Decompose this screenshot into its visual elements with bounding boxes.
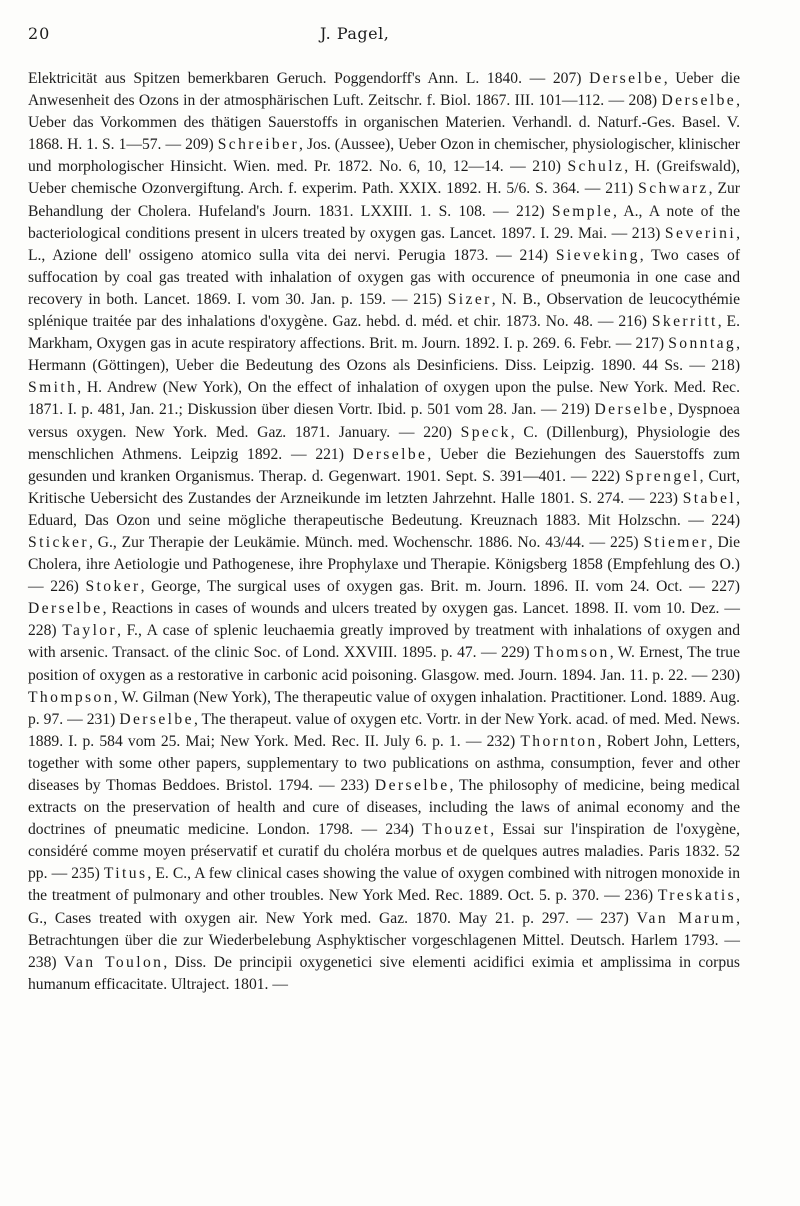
reference-text: , A., A note of the bacteriological conditions present in ulcers treated by oxygen gas. Lancet. 1897. I. 29. Mai. (28, 202, 741, 242)
reference-entry: — 218) Smith, H. Andrew (New York), On the effect of inhalation of oxygen upon the pulse. New York. Med. Rec. 1871. I. p. 481, Jan. 21.; Diskussion über diesen Vortr. Ibid. p. 501 vom 28. Jan. (28, 357, 741, 419)
reference-author: Van Marum (636, 909, 737, 927)
reference-number: 214) (519, 246, 549, 264)
reference-author: Titus (103, 865, 148, 883)
reference-number: 212) (515, 202, 545, 220)
reference-entry: — 208) Derselbe, Ueber das Vorkommen des thätigen Sauerstoffs in organischen Materien. Verhandl. d. Naturf.-Ges. Basel. V. 1868. H. 1. S. 1—57. (28, 92, 741, 154)
reference-number: 238) (28, 953, 57, 971)
reference-author: Sonntag (668, 335, 737, 353)
reference-author: Schreiber (217, 136, 300, 154)
reference-text: , The philosophy of medicine, being medical extracts on the preservation of health and cure of diseases, including the laws of animal economy and the doctrines of pneumatic medicine. London. 1798. (28, 777, 741, 839)
reference-text: , H. (Greifswald), Ueber chemische Ozonvergiftung. Arch. f. experim. Path. XXIX. 1892. H. 5/6. S. 364. (28, 158, 741, 198)
reference-author: Semple (551, 202, 614, 220)
reference-number: 215) (413, 290, 442, 308)
reference-number: 237) (600, 909, 629, 927)
reference-entry: — 232) Thornton, Robert John, Letters, together with some other papers, supplementary to two publications on asthma, consumption, fever and other diseases by Thomas Beddoes. Bristol. 1794. (28, 732, 740, 794)
reference-number: 227) (711, 578, 740, 596)
reference-author: Sizer (447, 290, 492, 308)
reference-number: 221) (315, 445, 344, 463)
reference-text: , Ueber das Vorkommen des thätigen Sauerstoffs in organischen Materien. Verhandl. d. Naturf.-Ges. Basel. V. 1868. H. 1. S. 1—57. (28, 92, 741, 154)
reference-number: 209) (185, 136, 214, 154)
reference-number: 208) (628, 92, 658, 110)
reference-entry: — 236) Treskatis, G., Cases treated with oxygen air. New York med. Gaz. 1870. May 21. p. 297. (28, 887, 740, 927)
page-number: 20 (28, 24, 51, 43)
reference-entry: — 217) Sonntag, Hermann (Göttingen), Ueber die Bedeutung des Ozons als Desinficiens. Diss. Leipzig. 1890. 44 Ss. (28, 335, 741, 375)
reference-continuation: Elektricität aus Spitzen bemerkbaren Geruch. Poggendorff's Ann. L. 1840. (28, 70, 522, 87)
reference-number: 225) (610, 533, 639, 551)
reference-author: Treskatis (657, 887, 737, 905)
reference-number: 218) (711, 357, 741, 375)
reference-author: Sticker (28, 533, 89, 551)
reference-entry: — 237) Van Marum, Betrachtungen über die zur Wiederbelebung Asphyktischer vorgeschlagenen Mittel. Deutsch. Harlem 1793. (28, 909, 740, 949)
reference-author: Derselbe (28, 600, 103, 618)
reference-text: , Hermann (Göttingen), Ueber die Bedeutung des Ozons als Desinficiens. Diss. Leipzig. 1890. 44 Ss. (28, 335, 741, 375)
reference-author: Schulz (567, 158, 625, 176)
bibliography-text: Elektricität aus Spitzen bemerkbaren Geruch. Poggendorff's Ann. L. 1840. — 207) Derselbe, Ueber die Anwesenheit des Ozons in der atmosphärischen Luft. Zeitschr. f. Biol. 1867. III. 101—112. — 208) Derselbe, Ueber das Vorkommen des thätigen Sauerstoffs in organischen Materien. Verhandl. d. Naturf.-Ges. Basel. V. 1868. H. 1. S. 1—57. — 209) Schreiber, Jos. (Aussee), Ueber Ozon in chemischer, physiologischer, klinischer und morphologischer Hinsicht. Wien. med. Pr. 1872. No. 6, 10, 12—14. — 210) Schulz, H. (Greifswald), Ueber chemische Ozonvergiftung. Arch. f. experim. Path. XXIX. 1892. H. 5/6. S. 364. — 211) Schwarz, Zur Behandlung der Cholera. Hufeland's Journ. 1831. LXXIII. 1. S. 108. — 212) Semple, A., A note of the bacteriological conditions present in ulcers treated by oxygen gas. Lancet. 1897. I. 29. Mai. — 213) Severini, L., Azione dell' ossigeno atomico sulla vita dei nervi. Perugia 1873. — 214) Sieveking, Two cases of suffocation by coal gas treated with inhalation of oxygen gas with occurence of pneumonia in one case and recovery in both. Lancet. 1869. I. vom 30. Jan. p. 159. — 215) Sizer, N. B., Observation de leucocythémie splénique traitée par des inhalations d'oxygène. Gaz. hebd. d. méd. et chir. 1873. No. 48. — 216) Skerritt, E. Markham, Oxygen gas in acute respiratory affections. Brit. m. Journ. 1892. I. p. 269. 6. Febr. — 217) Sonntag, Hermann (Göttingen), Ueber die Bedeutung des Ozons als Desinficiens. Diss. Leipzig. 1890. 44 Ss. — 218) Smith, H. Andrew (New York), On the effect of inhalation of oxygen upon the pulse. New York. Med. Rec. 1871. I. p. 481, Jan. 21.; Diskussion über diesen Vortr. Ibid. p. 501 vom 28. Jan. — 219) Derselbe, Dyspnoea versus oxygen. New York. Med. Gaz. 1871. January. — 220) Speck, C. (Dillenburg), Physiologie des menschlichen Athmens. Leipzig 1892. — 221) Derselbe, Ueber die Beziehungen des Sauerstoffs zum gesunden und kranken Organismus. Therap. d. Gegenwart. 1901. Sept. S. 391—401. — 222) Sprengel, Curt, Kritische Uebersicht des Zustandes der Arzneikunde im letzten Jahrzehnt. Halle 1801. S. 274. — 223) Stabel, Eduard, Das Ozon und seine mögliche therapeutische Bedeutung. Kreuznach 1883. Mit Holzschn. — 224) Sticker, G., Zur Therapie der Leukämie. Münch. med. Wochenschr. 1886. No. 43/44. — 225) Stiemer, Die Cholera, ihre Aetiologie und Pathogenese, ihre Prophylaxe und Therapie. Königsberg 1858 (Empfehlung des O.) — 226) Stoker, George, The surgical uses of oxygen gas. Brit. m. Journ. 1896. II. vom 24. Oct. — 227) Derselbe, Reactions in cases of wounds and ulcers treated by oxygen gas. Lancet. 1898. II. vom 10. Dez. — 228) Taylor, F., A case of splenic leuchaemia greatly improved by treatment with inhalations of oxygen and with arsenic. Transact. of the clinic Soc. of Lond. XXVIII. 1895. p. 47. — 229) Thomson, W. Ernest, The true position of oxygen as a restorative in carbonic acid poisoning. Glasgow. med. Journ. 1894. Jan. 11. p. 22. — 230) Thompson, W. Gilman (New York), The therapeutic value of oxygen inhalation. Practitioner. Lond. 1889. Aug. p. 97. — 231) Derselbe, The therapeut. value of oxygen etc. Vortr. in der New York. acad. of med. Med. News. 1889. I. p. 584 vom 25. Mai; New York. Med. Rec. II. July 6. p. 1. — 232) Thornton, Robert John, Letters, together with some other papers, supplementary to two publications on asthma, consumption, fever and other diseases by Thomas Beddoes. Bristol. 1794. — 233) Derselbe, The philosophy of medicine, being medical extracts on the preservation of health and cure of diseases, including the laws of animal economy and the doctrines of pneumatic medicine. London. 1798. — 234) Thouzet, Essai sur l'inspiration de l'oxygène, considéré comme moyen préservatif et curatif du choléra morbus et de quelques autres maladies. Paris 1832. 52 pp. — 235) Titus, E. C., A few clinical cases showing the value of oxygen combined with nitrogen monoxide in the treatment of pulmonary and other troubles. New York Med. Rec. 1889. Oct. 5. p. 370. — 236) Treskatis, G., Cases treated with oxygen air. New York med. Gaz. 1870. May 21. p. 297. — 237) Van Marum, Betrachtungen über die zur Wiederbelebung Asphyktischer vorgeschlagenen Mittel. Deutsch. Harlem 1793. — 238) Van Toulon, Diss. De principii oxygenetici sive elementi acidifici eximia et amplissima in corpus humanum efficacitate. Ultraject. 1801. — (28, 70, 741, 993)
reference-author: Sprengel (624, 467, 700, 485)
reference-entry: — 215) Sizer, N. B., Observation de leucocythémie splénique traitée par des inhalations d'oxygène. Gaz. hebd. d. méd. et chir. 1873. No. 48. (28, 290, 741, 331)
reference-text: , L., Azione dell' ossigeno atomico sulla vita dei nervi. Perugia 1873. (28, 224, 740, 264)
reference-entry: — 230) Thompson, W. Gilman (New York), The therapeutic value of oxygen inhalation. Practitioner. Lond. 1889. Aug. p. 97. (28, 666, 741, 728)
reference-author: Stabel (682, 489, 737, 507)
reference-number: 224) (711, 511, 741, 529)
reference-text: , Reactions in cases of wounds and ulcers treated by oxygen gas. Lancet. 1898. II. vom 10. Dez. (102, 600, 720, 618)
reference-text: , George, The surgical uses of oxygen gas. Brit. m. Journ. 1896. II. vom 24. Oct. (140, 578, 683, 596)
reference-author: Smith (28, 379, 78, 397)
reference-entry: — 216) Skerritt, E. Markham, Oxygen gas in acute respiratory affections. Brit. m. Journ. 1892. I. p. 269. 6. Febr. (28, 313, 740, 353)
reference-number: 217) (635, 335, 665, 353)
reference-text: , The therapeut. value of oxygen etc. Vortr. in der New York. acad. of med. Med. News. 1889. I. p. 584 vom 25. Mai; New York. Med. Rec. II. July 6. p. 1. (28, 710, 740, 750)
reference-entry: — 213) Severini, L., Azione dell' ossigeno atomico sulla vita dei nervi. Perugia 1873. (28, 224, 740, 264)
reference-author: Severini (664, 224, 737, 242)
reference-text: , E. C., A few clinical cases showing the value of oxygen combined with nitrogen monoxide in the treatment of pulmonary and other troubles. New York Med. Rec. 1889. Oct. 5. p. 370. (28, 865, 741, 905)
reference-number: 232) (486, 732, 516, 750)
reference-number: 228) (28, 622, 57, 640)
reference-entry: — 214) Sieveking, Two cases of suffocation by coal gas treated with inhalation of oxygen gas with occurence of pneumonia in one case and recovery in both. Lancet. 1869. I. vom 30. Jan. p. 159. (28, 246, 741, 308)
reference-entry: — 226) Stoker, George, The surgical uses of oxygen gas. Brit. m. Journ. 1896. II. vom 24. Oct. (28, 578, 683, 596)
reference-entry: — 211) Schwarz, Zur Behandlung der Cholera. Hufeland's Journ. 1831. LXXIII. 1. S. 108. (28, 180, 740, 220)
reference-entry: — 235) Titus, E. C., A few clinical cases showing the value of oxygen combined with nitrogen monoxide in the treatment of pulmonary and other troubles. New York Med. Rec. 1889. Oct. 5. p. 370. (28, 865, 741, 905)
reference-author: Derselbe (374, 777, 450, 794)
reference-text: , Betrachtungen über die zur Wiederbelebung Asphyktischer vorgeschlagenen Mittel. Deutsch. Harlem 1793. (28, 909, 740, 949)
reference-entry: — 234) Thouzet, Essai sur l'inspiration de l'oxygène, considéré comme moyen préservatif et curatif du choléra morbus et de quelques autres maladies. Paris 1832. 52 pp. (28, 821, 741, 883)
reference-text: , Two cases of suffocation by coal gas treated with inhalation of oxygen gas with occurence of pneumonia in one case and recovery in both. Lancet. 1869. I. vom 30. Jan. p. 159. (28, 246, 741, 308)
reference-number: 219) (561, 401, 590, 419)
reference-author: Taylor (62, 622, 118, 640)
reference-text: , H. Andrew (New York), On the effect of inhalation of oxygen upon the pulse. New York. Med. Rec. 1871. I. p. 481, Jan. 21.; Diskussion über diesen Vortr. Ibid. p. 501 vom 28. Jan. (28, 379, 740, 419)
reference-text: , Dyspnoea versus oxygen. New York. Med. Gaz. 1871. January. (28, 401, 740, 441)
reference-entry: — 222) Sprengel, Curt, Kritische Uebersicht des Zustandes der Arzneikunde im letzten Jahrzehnt. Halle 1801. S. 274. (28, 467, 741, 507)
reference-entry: — 231) Derselbe, The therapeut. value of oxygen etc. Vortr. in der New York. acad. of med. Med. News. 1889. I. p. 584 vom 25. Mai; New York. Med. Rec. II. July 6. p. 1. (28, 710, 740, 750)
reference-number: 213) (631, 224, 661, 242)
reference-text: , Ueber die Anwesenheit des Ozons in der atmosphärischen Luft. Zeitschr. f. Biol. 1867. III. 101—112. (28, 70, 741, 110)
reference-author: Skerritt (651, 313, 718, 331)
reference-author: Thouzet (422, 821, 491, 839)
reference-number: 231) (86, 710, 116, 728)
reference-text: , Ueber die Beziehungen des Sauerstoffs zum gesunden und kranken Organismus. Therap. d. Gegenwart. 1901. Sept. S. 391—401. (28, 445, 741, 485)
reference-text: , C. (Dillenburg), Physiologie des menschlichen Athmens. Leipzig 1892. (28, 423, 740, 463)
reference-author: Schwarz (638, 180, 709, 198)
reference-number: 207) (552, 70, 582, 87)
reference-entry: — 229) Thomson, W. Ernest, The true position of oxygen as a restorative in carbonic acid poisoning. Glasgow. med. Journ. 1894. Jan. 11. p. 22. (28, 644, 741, 684)
running-title: J. Pagel, (320, 24, 390, 43)
reference-author: Stoker (85, 578, 141, 596)
reference-author: Thomson (533, 644, 610, 662)
reference-author: Derselbe (661, 92, 737, 110)
reference-text: , Eduard, Das Ozon und seine mögliche therapeutische Bedeutung. Kreuznach 1883. Mit Holzschn. (28, 489, 740, 529)
reference-text: , E. Markham, Oxygen gas in acute respiratory affections. Brit. m. Journ. 1892. I. p. 269. 6. Febr. (28, 313, 740, 353)
reference-author: Derselbe (594, 401, 670, 419)
reference-text: , Essai sur l'inspiration de l'oxygène, considéré comme moyen préservatif et curatif du choléra morbus et de quelques autres maladies. Paris 1832. 52 pp. (28, 821, 741, 883)
reference-entry: — 224) Sticker, G., Zur Therapie der Leukämie. Münch. med. Wochenschr. 1886. No. 43/44. (28, 511, 741, 551)
reference-entry: — 210) Schulz, H. (Greifswald), Ueber chemische Ozonvergiftung. Arch. f. experim. Path. XXIX. 1892. H. 5/6. S. 364. (28, 158, 741, 198)
reference-entry: — 212) Semple, A., A note of the bacteriological conditions present in ulcers treated by oxygen gas. Lancet. 1897. I. 29. Mai. (28, 202, 741, 242)
reference-text: , F., A case of splenic leuchaemia greatly improved by treatment with inhalations of oxygen and with arsenic. Transact. of the clinic Soc. of Lond. XXVIII. 1895. p. 47. (28, 622, 741, 662)
reference-author: Thornton (520, 732, 598, 750)
reference-number: 233) (340, 777, 370, 794)
reference-entry: — 233) Derselbe, The philosophy of medicine, being medical extracts on the preservation of health and cure of diseases, including the laws of animal economy and the doctrines of pneumatic medicine. London. 1798. (28, 777, 741, 839)
reference-number: 222) (591, 467, 621, 485)
reference-text: , G., Zur Therapie der Leukämie. Münch. med. Wochenschr. 1886. No. 43/44. (88, 533, 585, 551)
reference-author: Derselbe (119, 710, 194, 728)
reference-number: 210) (532, 158, 561, 176)
reference-number: 230) (711, 666, 741, 684)
reference-number: 235) (71, 865, 100, 883)
running-head (28, 24, 728, 48)
reference-entry: — 223) Stabel, Eduard, Das Ozon und seine mögliche therapeutische Bedeutung. Kreuznach 1883. Mit Holzschn. (28, 489, 740, 529)
reference-author: Speck (460, 423, 511, 441)
reference-entry (28, 70, 522, 87)
reference-author: Thompson (28, 688, 114, 706)
reference-author: Derselbe (589, 70, 664, 87)
reference-text: , N. B., Observation de leucocythémie splénique traitée par des inhalations d'oxygène. Gaz. hebd. d. méd. et chir. 1873. No. 48. (28, 290, 741, 331)
reference-number: 234) (385, 821, 414, 839)
reference-text: , Robert John, Letters, together with some other papers, supplementary to two publications on asthma, consumption, fever and other diseases by Thomas Beddoes. Bristol. 1794. (28, 732, 740, 794)
reference-author: Derselbe (352, 445, 428, 463)
reference-text: , Diss. De principii oxygenetici sive elementi acidifici eximia et amplissima in corpus humanum efficacitate. Ultraject. 1801. (28, 953, 740, 993)
reference-number: 211) (605, 180, 634, 198)
reference-entry: — 221) Derselbe, Ueber die Beziehungen des Sauerstoffs zum gesunden und kranken Organismus. Therap. d. Gegenwart. 1901. Sept. S. 391—401. (28, 445, 741, 485)
reference-text: , W. Gilman (New York), The therapeutic value of oxygen inhalation. Practitioner. Lond. 1889. Aug. p. 97. (28, 688, 740, 728)
reference-number: 226) (50, 578, 79, 596)
reference-author: Stiemer (643, 533, 709, 551)
reference-text: , Die Cholera, ihre Aetiologie und Pathogenese, ihre Prophylaxe und Therapie. Königsberg 1858 (Empfehlung des O.) (28, 533, 741, 574)
reference-author: Van Toulon (64, 953, 164, 971)
reference-entry: — 238) Van Toulon, Diss. De principii oxygenetici sive elementi acidifici eximia et amplissima in corpus humanum efficacitate. Ultraject. 1801. (28, 931, 740, 993)
reference-number: 223) (649, 489, 678, 507)
reference-entry: — 220) Speck, C. (Dillenburg), Physiologie des menschlichen Athmens. Leipzig 1892. (28, 423, 740, 463)
reference-text: , Zur Behandlung der Cholera. Hufeland's Journ. 1831. LXXIII. 1. S. 108. (28, 180, 740, 220)
reference-entry: — 209) Schreiber, Jos. (Aussee), Ueber Ozon in chemischer, physiologischer, klinischer und morphologischer Hinsicht. Wien. med. Pr. 1872. No. 6, 10, 12—14. (28, 136, 740, 176)
reference-number: 216) (618, 313, 647, 331)
reference-text: , Curt, Kritische Uebersicht des Zustandes der Arzneikunde im letzten Jahrzehnt. Halle 1801. S. 274. (28, 467, 741, 507)
reference-number: 220) (423, 423, 452, 441)
reference-entry: — 219) Derselbe, Dyspnoea versus oxygen. New York. Med. Gaz. 1871. January. (28, 401, 740, 441)
reference-text: , Jos. (Aussee), Ueber Ozon in chemischer, physiologischer, klinischer und morphologischer Hinsicht. Wien. med. Pr. 1872. No. 6, 10, 12—14. (28, 136, 740, 176)
reference-text: , G., Cases treated with oxygen air. New York med. Gaz. 1870. May 21. p. 297. (28, 887, 740, 927)
reference-entry: — 227) Derselbe, Reactions in cases of wounds and ulcers treated by oxygen gas. Lancet. 1898. II. vom 10. Dez. (28, 578, 740, 618)
reference-number: 236) (624, 887, 654, 905)
reference-entry: — 225) Stiemer, Die Cholera, ihre Aetiologie und Pathogenese, ihre Prophylaxe und Therapie. Königsberg 1858 (Empfehlung des O.) (28, 533, 741, 574)
reference-text: , W. Ernest, The true position of oxygen as a restorative in carbonic acid poisoning. Glasgow. med. Journ. 1894. Jan. 11. p. 22. (28, 644, 741, 684)
reference-number: 229) (500, 644, 530, 662)
reference-entry: — 228) Taylor, F., A case of splenic leuchaemia greatly improved by treatment with inhalations of oxygen and with arsenic. Transact. of the clinic Soc. of Lond. XXVIII. 1895. p. 47. (28, 600, 741, 662)
reference-entry: — 207) Derselbe, Ueber die Anwesenheit des Ozons in der atmosphärischen Luft. Zeitschr. f. Biol. 1867. III. 101—112. (28, 70, 741, 110)
reference-author: Sieveking (555, 246, 640, 264)
